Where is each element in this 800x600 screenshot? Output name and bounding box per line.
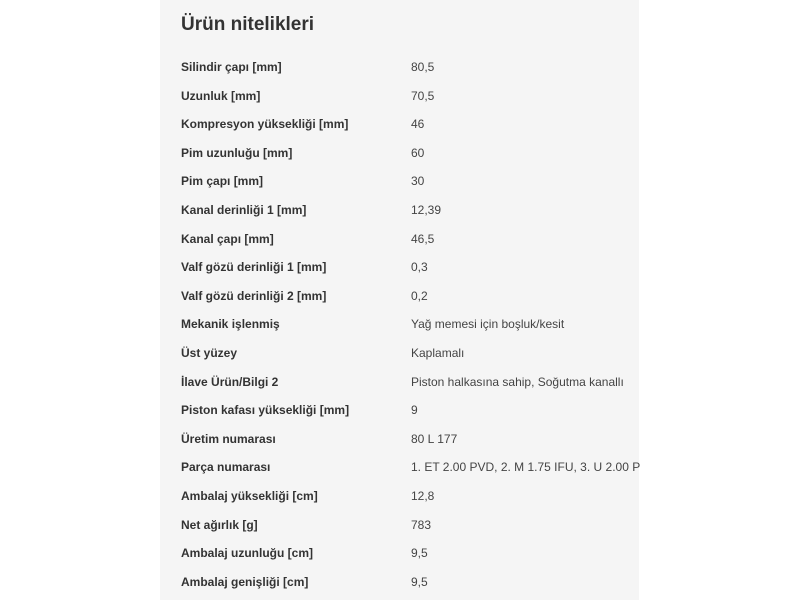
attribute-value: 46,5 [411, 231, 435, 246]
attribute-value: Piston halkasına sahip, Soğutma kanallı [411, 374, 624, 389]
attribute-value: 1. ET 2.00 PVD, 2. M 1.75 IFU, 3. U 2.00 P [411, 460, 641, 475]
attribute-value: 783 [411, 517, 432, 532]
product-attributes-panel [160, 0, 639, 600]
attribute-row [181, 309, 621, 338]
attribute-row [181, 81, 621, 110]
attribute-row [181, 224, 621, 253]
attribute-row [181, 510, 621, 539]
attribute-value: 80 L 177 [411, 431, 458, 446]
attribute-value: 0,2 [411, 288, 428, 303]
attribute-label: Üretim numarası [181, 431, 276, 446]
attribute-value: 70,5 [411, 88, 435, 103]
attribute-label: Kanal çapı [mm] [181, 231, 274, 246]
attribute-label: Valf gözü derinliği 1 [mm] [181, 260, 327, 275]
attribute-value: 12,39 [411, 202, 442, 217]
attribute-label: Kompresyon yüksekliği [mm] [181, 117, 349, 132]
attribute-row [181, 567, 621, 596]
attribute-label: Net ağırlık [g] [181, 517, 258, 532]
attribute-value: Yağ memesi için boşluk/kesit [411, 317, 565, 332]
attribute-value: 46 [411, 117, 425, 132]
attribute-row [181, 452, 641, 481]
attribute-label: Pim uzunluğu [mm] [181, 145, 293, 160]
attribute-label: Valf gözü derinliği 2 [mm] [181, 288, 327, 303]
attribute-row [181, 281, 621, 310]
attribute-label: Uzunluk [mm] [181, 88, 261, 103]
attribute-label: İlave Ürün/Bilgi 2 [181, 374, 279, 389]
attribute-label: Kanal derinliği 1 [mm] [181, 202, 307, 217]
attribute-label: Üst yüzey [181, 345, 238, 360]
attribute-row [181, 195, 621, 224]
attribute-label: Ambalaj yüksekliği [cm] [181, 488, 318, 503]
attribute-row [181, 338, 621, 367]
attribute-row [181, 395, 621, 424]
attribute-row [181, 138, 621, 167]
attribute-row [181, 166, 621, 195]
attribute-value: 9,5 [411, 546, 428, 561]
attribute-value: 9,5 [411, 574, 428, 589]
attribute-label: Pim çapı [mm] [181, 174, 264, 189]
attribute-label: Silindir çapı [mm] [181, 60, 282, 74]
attribute-row [181, 109, 621, 138]
attribute-label: Parça numarası [181, 460, 271, 475]
attribute-row [181, 52, 621, 81]
attributes-table [181, 52, 641, 595]
attribute-value: 12,8 [411, 488, 435, 503]
attribute-value: 9 [411, 403, 418, 418]
attribute-row [181, 367, 624, 396]
attribute-label: Ambalaj genişliği [cm] [181, 574, 309, 589]
attribute-label: Ambalaj uzunluğu [cm] [181, 546, 313, 561]
attribute-row [181, 424, 621, 453]
attribute-value: 60 [411, 145, 425, 160]
attribute-value: Kaplamalı [411, 345, 465, 360]
attribute-value: 0,3 [411, 260, 428, 275]
attribute-value: 80,5 [411, 60, 435, 74]
attribute-row [181, 481, 621, 510]
attribute-label: Piston kafası yüksekliği [mm] [181, 403, 350, 418]
section-title: Ürün nitelikleri [181, 14, 315, 35]
attribute-row [181, 538, 621, 567]
attribute-row [181, 252, 621, 281]
attribute-value: 30 [411, 174, 425, 189]
attribute-label: Mekanik işlenmiş [181, 317, 280, 332]
